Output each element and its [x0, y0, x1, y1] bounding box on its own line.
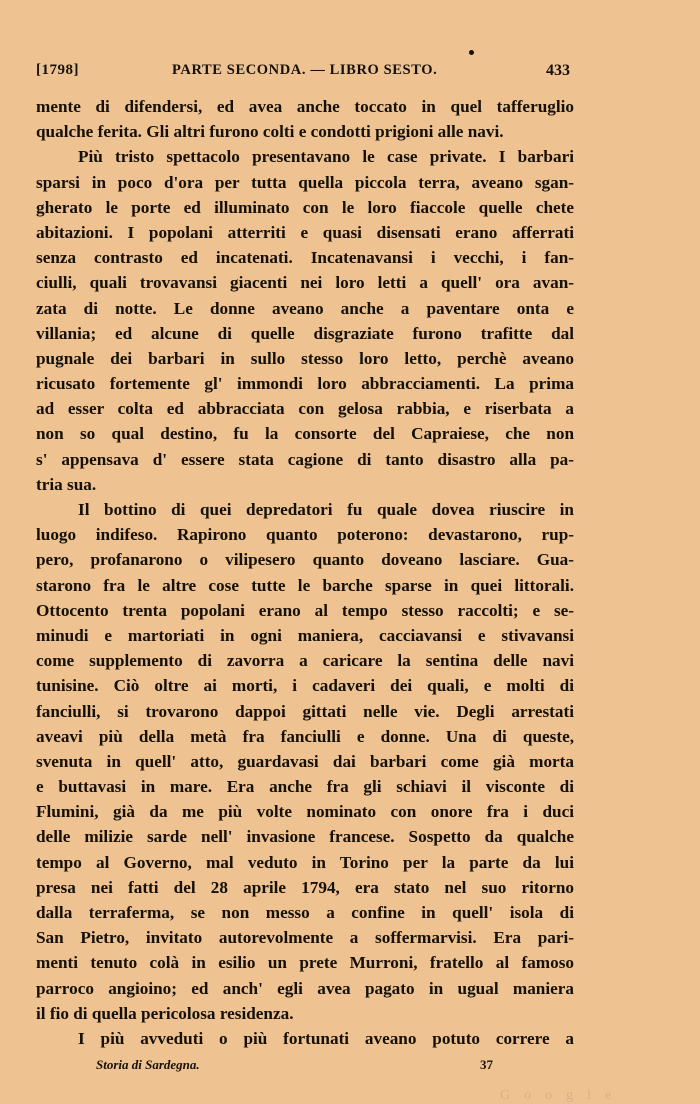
- text-line: delle milizie sarde nell' invasione francese. Sospetto da qualche: [36, 827, 574, 847]
- text-line: parroco angioino; ed anch' egli avea pagato in ugual maniera: [36, 978, 574, 998]
- text-line: dalla terraferma, se non messo a confine in quell' isola di: [36, 903, 574, 922]
- text-line: tempo al Governo, mal veduto in Torino per la parte da lui: [36, 852, 574, 872]
- text-line: come supplemento di zavorra a caricare la sentina delle navi: [36, 651, 574, 671]
- text-line: ciulli, quali trovavansi giacenti nei loro letti a quell' ora avan-: [36, 273, 574, 293]
- text-line: Ottocento trenta popolani erano al tempo stesso raccolti; e se-: [36, 600, 574, 620]
- text-line: senza contrasto ed incatenati. Incatenavansi i vecchi, i fan-: [36, 248, 574, 268]
- text-line: menti tenuto colà in esilio un prete Murroni, fratello al famoso: [36, 953, 574, 973]
- text-line: qualche ferita. Gli altri furono colti e condotti prigioni alle navi.: [36, 122, 504, 142]
- text-line: e buttavasi in mare. Era anche fra gli schiavi il visconte di: [36, 777, 574, 797]
- text-line: aveavi più della metà fra fanciulli e donne. Una di queste,: [36, 726, 574, 746]
- header-year: [1798]: [36, 62, 79, 78]
- text-line: tunisine. Ciò oltre ai morti, i cadaveri dei quali, e molti di: [36, 676, 574, 696]
- text-line: San Pietro, invitato autorevolmente a soffermarvisi. Era pari-: [36, 928, 574, 948]
- page-footer: [96, 1057, 516, 1077]
- footer-signature: Storia di Sardegna.: [96, 1057, 200, 1072]
- header-title: PARTE SECONDA. — LIBRO SESTO.: [172, 62, 438, 78]
- text-line: Il bottino di quei depredatori fu quale dovea riuscire in: [78, 500, 574, 519]
- text-line: non so qual destino, fu la consorte del Capraiese, che non: [36, 424, 574, 444]
- text-line: pugnale dei barbari in sullo stesso loro letto, perchè aveano: [36, 348, 574, 368]
- footer-signature-mark: 37: [480, 1057, 493, 1072]
- text-line: s' appensava d' essere stata cagione di tanto disastro alla pa-: [36, 449, 574, 469]
- text-line: villania; ed alcune di quelle disgraziate furono trafitte dal: [36, 323, 574, 343]
- text-line: fanciulli, si trovarono dappoi gittati nelle vie. Degli arrestati: [36, 701, 574, 721]
- text-line: abitazioni. I popolani atterriti e quasi disensati erano afferrati: [36, 222, 574, 242]
- running-header: [36, 62, 570, 84]
- text-line: I più avveduti o più fortunati aveano potuto correre a: [78, 1028, 574, 1048]
- text-line: il fio di quella pericolosa residenza.: [36, 1003, 294, 1023]
- text-line: mente di difendersi, ed avea anche toccato in quel tafferuglio: [36, 97, 574, 116]
- ink-dot: [469, 50, 474, 55]
- text-line: presa nei fatti del 28 aprile 1794, era stato nel suo ritorno: [36, 877, 574, 897]
- watermark: Google: [500, 1088, 626, 1103]
- text-line: minudi e martoriati in ogni maniera, cacciavansi e stivavansi: [36, 625, 574, 645]
- text-line: Più tristo spettacolo presentavano le case private. I barbari: [78, 147, 574, 167]
- text-line: luogo indifeso. Rapirono quanto poterono: devastarono, rup-: [36, 525, 574, 545]
- text-line: svenuta in quell' atto, guardavasi dai barbari come già morta: [36, 751, 574, 771]
- body-text: [36, 94, 574, 1051]
- text-line: gherato le porte ed illuminato con le loro fiaccole quelle chete: [36, 197, 574, 217]
- text-line: tria sua.: [36, 474, 97, 494]
- text-line: ricusato fortemente gl' immondi loro abbracciamenti. La prima: [36, 374, 574, 394]
- text-line: zata di notte. Le donne aveano anche a paventare onta e: [36, 298, 574, 318]
- text-line: pero, profanarono o vilipesero quanto doveano lasciare. Gua-: [36, 550, 574, 570]
- text-line: ad esser colta ed abbracciata con gelosa rabbia, e riserbata a: [36, 399, 574, 419]
- header-page-number: 433: [546, 62, 570, 79]
- text-line: starono fra le altre cose tutte le barche sparse in quei littorali.: [36, 575, 574, 595]
- text-line: sparsi in poco d'ora per tutta quella piccola terra, aveano sgan-: [36, 172, 574, 192]
- text-line: Flumini, già da me più volte nominato con onore fra i duci: [36, 802, 574, 822]
